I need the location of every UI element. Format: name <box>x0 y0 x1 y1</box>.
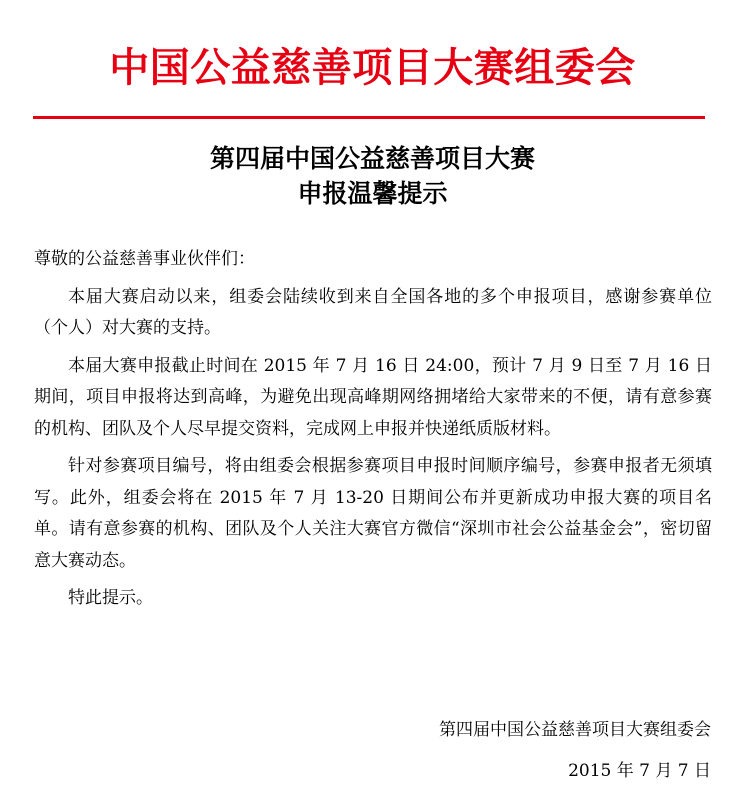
paragraph-closing: 特此提示。 <box>68 588 153 608</box>
signature-date: 2015 年 7 月 7 日 <box>568 761 711 781</box>
header-divider <box>33 116 705 119</box>
document-subtitle: 申报温馨提示 <box>297 179 448 208</box>
paragraph-numbering: 针对参赛项目编号，将由组委会根据参赛项目申报时间顺序编号，参赛申报者无须填写。此外，组委会将在 2015 年 7 月 13-20 日期间公布并更新成功申报大赛的项目名单。请有意参赛的机构、团队及个人关注大赛官方微信“深圳市社会公益基金会”，密切留意大赛动态。 <box>34 456 712 571</box>
greeting: 尊敬的公益慈善事业伙伴们： <box>34 249 255 269</box>
paragraph-thanks: 本届大赛启动以来，组委会陆续收到来自全国各地的多个申报项目，感谢参赛单位（个人）对大赛的支持。 <box>34 286 712 338</box>
signature-organization: 第四届中国公益慈善项目大赛组委会 <box>439 720 711 740</box>
paragraph-deadline: 本届大赛申报截止时间在 2015 年 7 月 16 日 24:00，预计 7 月 9 日至 7 月 16 日期间，项目申报将达到高峰，为避免出现高峰期网络拥堵给大家带来的不便，请有意参赛的机构、团队及个人尽早提交资料，完成网上申报并快递纸质版材料。 <box>34 355 712 439</box>
document-title: 第四届中国公益慈善项目大赛 <box>209 144 535 173</box>
letter-body <box>34 244 712 621</box>
organization-header: 中国公益慈善项目大赛组委会 <box>109 45 636 91</box>
